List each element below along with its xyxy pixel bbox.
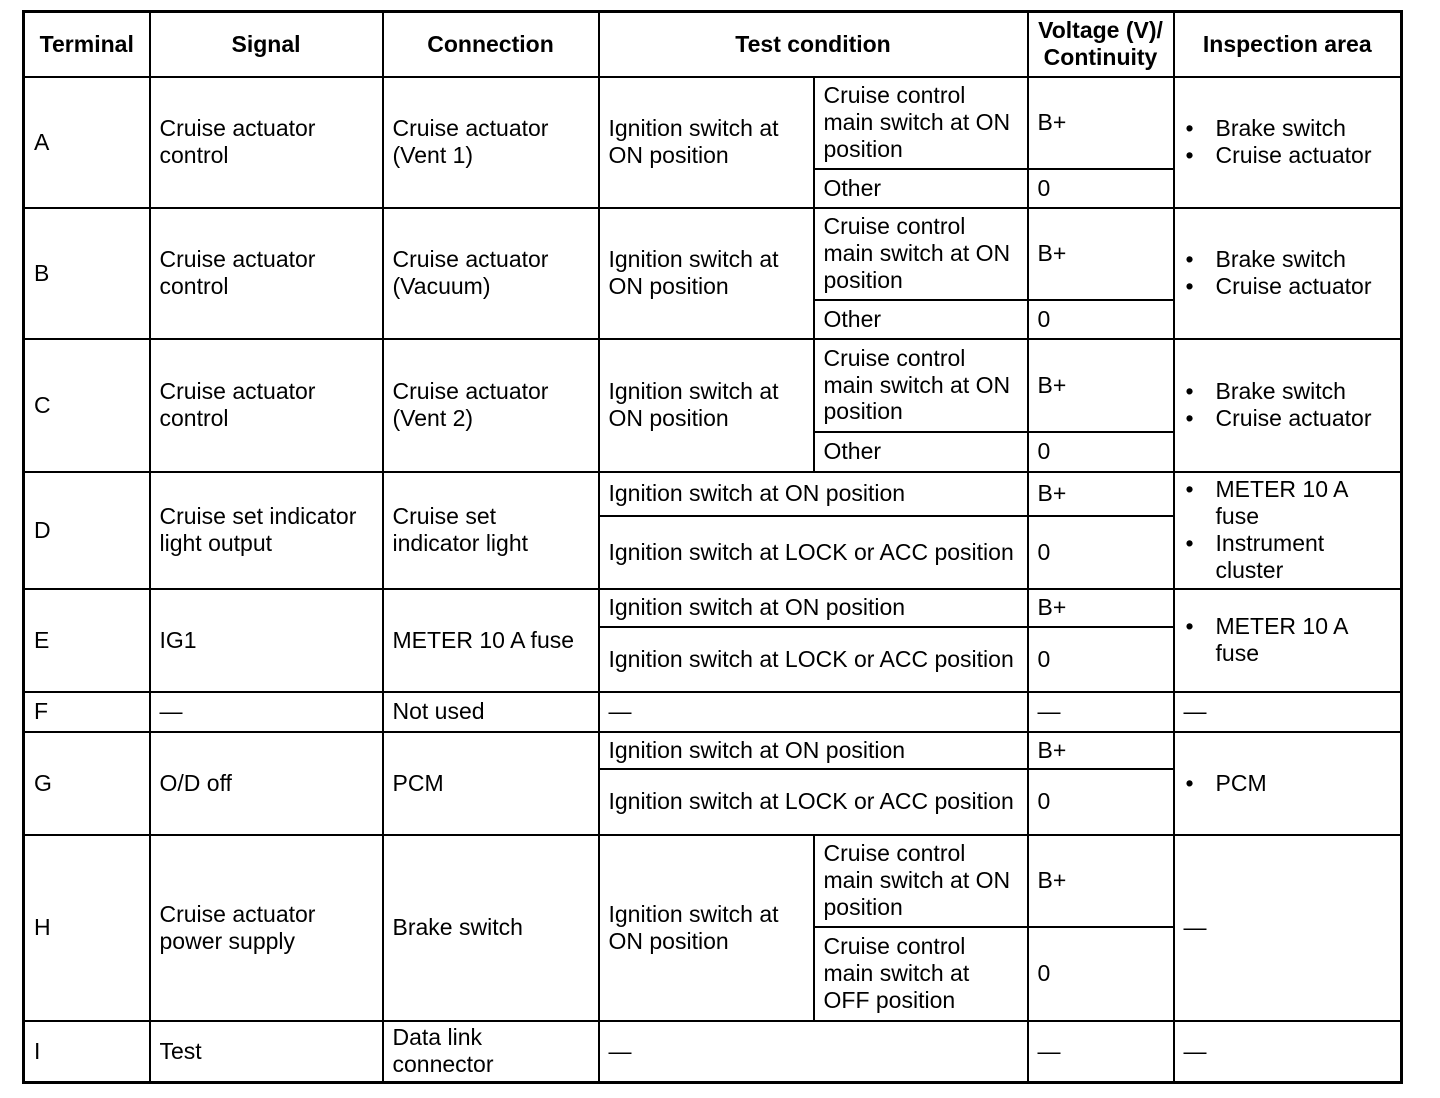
voltage-cell: 0	[1028, 300, 1174, 339]
inspection-cell	[1174, 472, 1402, 589]
header-terminal: Terminal	[24, 12, 150, 77]
terminal-cell: H	[24, 835, 150, 1021]
header-test-condition: Test condition	[599, 12, 1028, 77]
connection-cell: Cruise actuator (Vent 1)	[383, 77, 599, 208]
connection-cell: Cruise actuator (Vacuum)	[383, 208, 599, 339]
voltage-cell: —	[1028, 692, 1174, 732]
inspection-cell	[1174, 589, 1402, 692]
subcondition-cell: Cruise control main switch at ON position	[814, 835, 1028, 927]
voltage-cell: B+	[1028, 339, 1174, 432]
connection-cell: Cruise set indicator light	[383, 472, 599, 589]
inspection-item: • METER 10 A fuse	[1184, 476, 1392, 530]
table-row	[24, 339, 1402, 432]
condition-cell: Ignition switch at LOCK or ACC position	[599, 769, 1028, 835]
signal-cell: —	[150, 692, 383, 732]
condition-cell: —	[599, 1021, 1028, 1083]
connection-cell: METER 10 A fuse	[383, 589, 599, 692]
voltage-cell: B+	[1028, 77, 1174, 169]
condition-cell: Ignition switch at ON position	[599, 732, 1028, 769]
signal-cell: Cruise set indicator light output	[150, 472, 383, 589]
voltage-cell: B+	[1028, 732, 1174, 769]
voltage-cell: 0	[1028, 169, 1174, 208]
subcondition-cell: Cruise control main switch at ON position	[814, 208, 1028, 300]
condition-cell: Ignition switch at ON position	[599, 589, 1028, 627]
voltage-cell: 0	[1028, 927, 1174, 1021]
voltage-cell: 0	[1028, 516, 1174, 589]
terminal-cell: A	[24, 77, 150, 208]
connection-cell: Cruise actuator (Vent 2)	[383, 339, 599, 472]
inspection-item: • Brake switch	[1184, 246, 1392, 273]
inspection-item: • METER 10 A fuse	[1184, 613, 1392, 667]
voltage-cell: B+	[1028, 835, 1174, 927]
inspection-item: • PCM	[1184, 770, 1392, 797]
header-inspection: Inspection area	[1174, 12, 1402, 77]
voltage-cell: B+	[1028, 208, 1174, 300]
inspection-item: • Cruise actuator	[1184, 405, 1392, 432]
subcondition-cell: Cruise control main switch at ON position	[814, 339, 1028, 432]
inspection-cell: —	[1174, 692, 1402, 732]
voltage-cell: B+	[1028, 589, 1174, 627]
table-row	[24, 77, 1402, 169]
terminal-cell: I	[24, 1021, 150, 1083]
terminal-cell: F	[24, 692, 150, 732]
voltage-cell: 0	[1028, 769, 1174, 835]
inspection-cell	[1174, 77, 1402, 208]
voltage-cell: —	[1028, 1021, 1174, 1083]
signal-cell: O/D off	[150, 732, 383, 835]
inspection-item: • Instrument cluster	[1184, 530, 1392, 584]
header-voltage: Voltage (V)/ Continuity	[1028, 12, 1174, 77]
voltage-cell: 0	[1028, 432, 1174, 472]
terminal-cell: C	[24, 339, 150, 472]
table-row	[24, 1021, 1402, 1083]
subcondition-cell: Cruise control main switch at ON position	[814, 77, 1028, 169]
condition-cell: Ignition switch at LOCK or ACC position	[599, 627, 1028, 692]
table-row	[24, 208, 1402, 300]
inspection-item: • Cruise actuator	[1184, 273, 1392, 300]
condition-cell: Ignition switch at ON position	[599, 835, 814, 1021]
subcondition-cell: Other	[814, 432, 1028, 472]
subcondition-cell: Cruise control main switch at OFF position	[814, 927, 1028, 1021]
inspection-item: • Cruise actuator	[1184, 142, 1392, 169]
signal-cell: Cruise actuator control	[150, 77, 383, 208]
connection-cell: Not used	[383, 692, 599, 732]
signal-cell: IG1	[150, 589, 383, 692]
table-row	[24, 589, 1402, 627]
terminal-cell: D	[24, 472, 150, 589]
signal-cell: Cruise actuator control	[150, 339, 383, 472]
header-connection: Connection	[383, 12, 599, 77]
header-row	[24, 12, 1402, 77]
terminal-cell: B	[24, 208, 150, 339]
signal-cell: Cruise actuator power supply	[150, 835, 383, 1021]
connection-cell: Brake switch	[383, 835, 599, 1021]
condition-cell: Ignition switch at ON position	[599, 472, 1028, 516]
condition-cell: —	[599, 692, 1028, 732]
condition-cell: Ignition switch at ON position	[599, 339, 814, 472]
subcondition-cell: Other	[814, 169, 1028, 208]
table-row	[24, 732, 1402, 769]
subcondition-cell: Other	[814, 300, 1028, 339]
condition-cell: Ignition switch at ON position	[599, 208, 814, 339]
terminal-table	[22, 10, 1403, 1084]
condition-cell: Ignition switch at LOCK or ACC position	[599, 516, 1028, 589]
condition-cell: Ignition switch at ON position	[599, 77, 814, 208]
table-row	[24, 692, 1402, 732]
inspection-cell	[1174, 208, 1402, 339]
voltage-cell: 0	[1028, 627, 1174, 692]
terminal-cell: E	[24, 589, 150, 692]
table-row	[24, 472, 1402, 516]
inspection-cell: —	[1174, 835, 1402, 1021]
inspection-item: • Brake switch	[1184, 378, 1392, 405]
inspection-cell: —	[1174, 1021, 1402, 1083]
inspection-item: • Brake switch	[1184, 115, 1392, 142]
terminal-cell: G	[24, 732, 150, 835]
signal-cell: Test	[150, 1021, 383, 1083]
inspection-cell	[1174, 732, 1402, 835]
voltage-cell: B+	[1028, 472, 1174, 516]
inspection-cell	[1174, 339, 1402, 472]
connection-cell: Data link connector	[383, 1021, 599, 1083]
signal-cell: Cruise actuator control	[150, 208, 383, 339]
table-row	[24, 835, 1402, 927]
header-signal: Signal	[150, 12, 383, 77]
connection-cell: PCM	[383, 732, 599, 835]
